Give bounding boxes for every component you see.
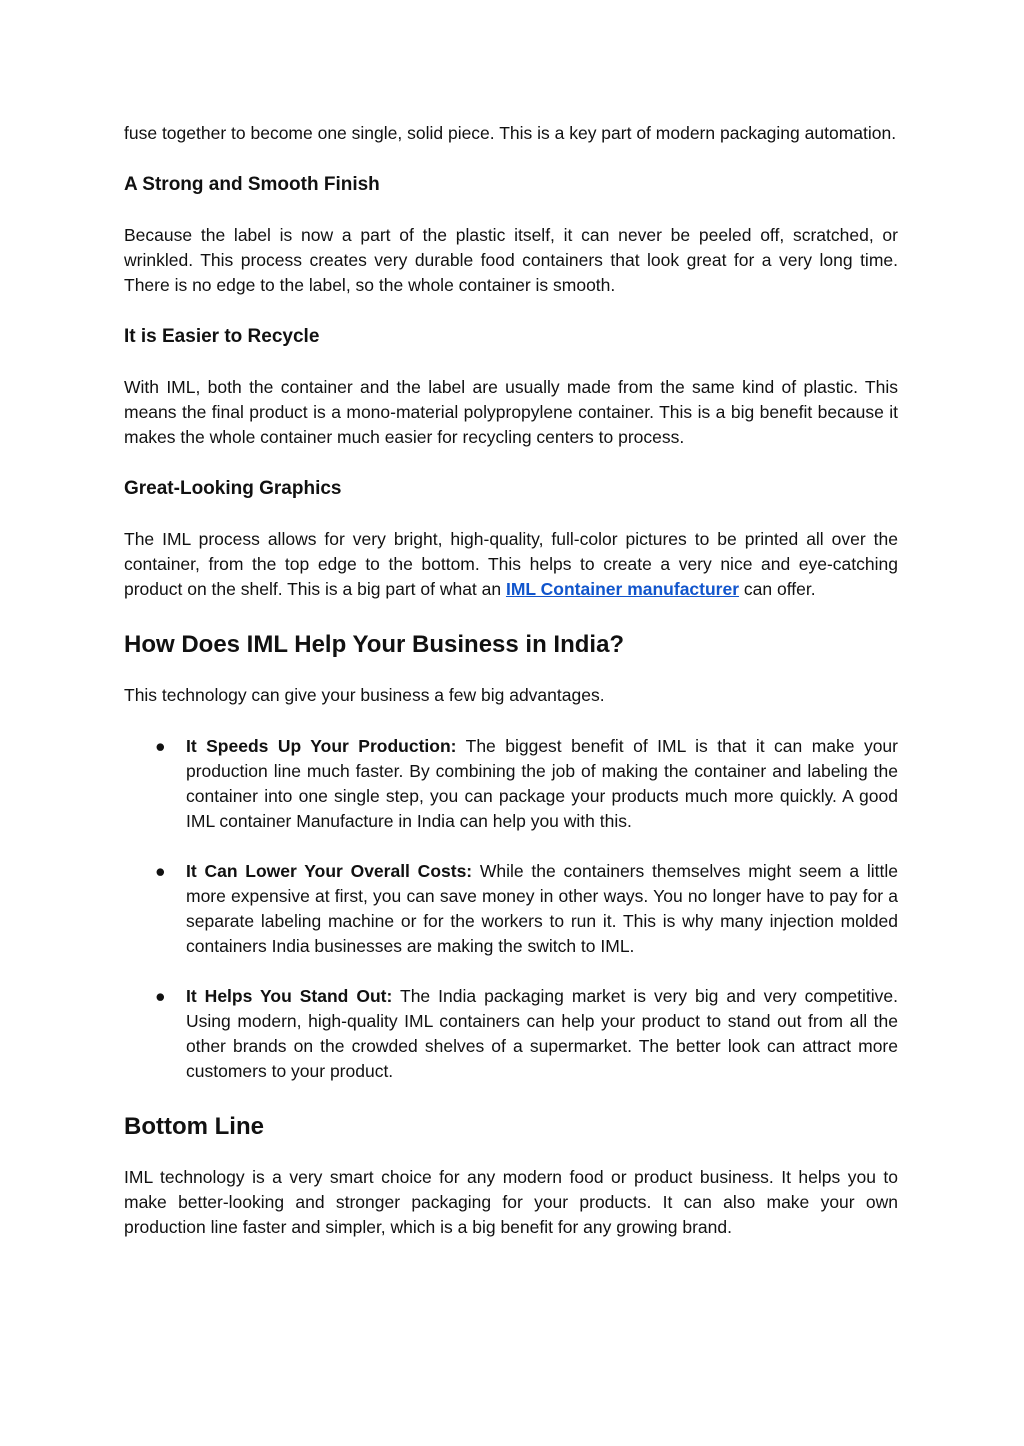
section-heading-recycle: It is Easier to Recycle bbox=[124, 326, 320, 347]
bullet-title: It Helps You Stand Out: bbox=[186, 986, 393, 1006]
bottom-line-body: IML technology is a very smart choice for any modern food or product business. It helps you to make better-looking and stronger packaging for your products. It can also make your own production line faster and simpler, which is a big benefit for any growing brand. bbox=[124, 1167, 898, 1237]
advantages-list bbox=[124, 734, 898, 1084]
section-body-smooth-finish: Because the label is now a part of the plastic itself, it can never be peeled off, scratched, or wrinkled. This process creates very durable food containers that look great for a very long time. There is no edge to the label, so the whole container is smooth. bbox=[124, 225, 898, 295]
bullet-icon: ● bbox=[155, 986, 166, 1006]
intro-paragraph: fuse together to become one single, solid piece. This is a key part of modern packaging automation. bbox=[124, 123, 897, 143]
bullet-text: The India packaging market is very big and very competitive. Using modern, high-quality IML containers can help your product to stand out from all the other brands on the crowded shelves of a supermarket. The better look can attract more customers to your product. bbox=[186, 986, 898, 1081]
bullet-icon: ● bbox=[155, 736, 166, 756]
bottom-line-heading: Bottom Line bbox=[124, 1113, 264, 1140]
document-page bbox=[124, 121, 898, 1240]
list-item bbox=[155, 984, 898, 1084]
list-item bbox=[155, 734, 898, 834]
graphics-text-before-link: The IML process allows for very bright, high-quality, full-color pictures to be printed all over the container, from the top edge to the bottom. This helps to create a very nice and eye-catching product on the shelf. This is a big part of what an bbox=[124, 529, 898, 599]
bullet-title: It Can Lower Your Overall Costs: bbox=[186, 861, 473, 881]
section-body-recycle: With IML, both the container and the label are usually made from the same kind of plastic. This means the final product is a mono-material polypropylene container. This is a big benefit because it makes the whole container much easier for recycling centers to process. bbox=[124, 377, 898, 447]
list-item bbox=[155, 859, 899, 959]
bullet-title: It Speeds Up Your Production: bbox=[186, 736, 457, 756]
section-body-graphics bbox=[124, 527, 898, 602]
bullet-icon: ● bbox=[155, 861, 166, 881]
bullet-text: While the containers themselves might seem a little more expensive at first, you can save money in other ways. You no longer have to pay for a separate labeling machine or for the workers to run it. This is why many injection molded containers India businesses are making the switch to IML. bbox=[186, 861, 899, 956]
section-heading-graphics: Great-Looking Graphics bbox=[124, 478, 342, 499]
iml-container-manufacturer-link[interactable]: IML Container manufacturer bbox=[505, 579, 740, 599]
bullet-text: The biggest benefit of IML is that it can make your production line much faster. By combining the job of making the container and labeling the container into one single step, you can package your products much more quickly. A good IML container Manufacture in India can help you with this. bbox=[186, 736, 898, 831]
business-intro: This technology can give your business a few big advantages. bbox=[124, 685, 605, 705]
section-heading-smooth-finish: A Strong and Smooth Finish bbox=[124, 174, 380, 195]
business-heading: How Does IML Help Your Business in India? bbox=[124, 631, 625, 658]
graphics-text-after-link: can offer. bbox=[739, 579, 816, 599]
